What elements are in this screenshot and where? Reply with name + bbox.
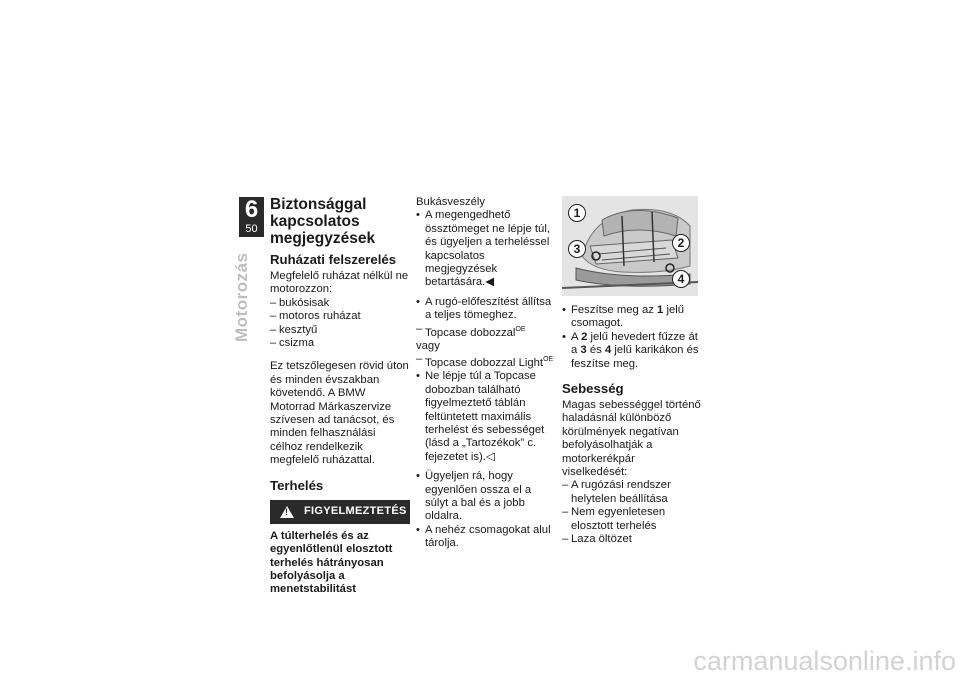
list-item: – csizma — [270, 337, 315, 350]
warning-banner — [270, 500, 410, 524]
list-item: • A megengedhető össztömeget ne lépje túl, és ügyeljen a terheléssel kapcsolatos megjegyzések betartására.◀ — [416, 209, 550, 289]
column-1 — [270, 196, 410, 597]
callout-2: 2 — [672, 234, 690, 252]
column-2 — [416, 196, 554, 551]
warning-text: A túlterhelés és az egyenlőtlenül elosztott terhelés hátrányosan befolyásolja a menetstabilitást — [270, 529, 393, 596]
callout-4: 4 — [672, 270, 690, 288]
section-title: Biztonsággal kapcsolatos megjegyzések — [270, 196, 376, 247]
callout-3: 3 — [568, 240, 586, 258]
danger-label: Bukásveszély — [416, 196, 486, 208]
list-item: – motoros ruházat — [270, 310, 361, 323]
list-item: • Ügyeljen rá, hogy egyenlően ossza el a súlyt a bal és a jobb oldalra. — [416, 470, 532, 523]
end-mark-icon: ◀ — [485, 276, 494, 289]
watermark: carmanualsonline.info — [693, 646, 956, 676]
list-item: – A rugózási rendszer helytelen beállítása — [562, 479, 671, 505]
clothing-paragraph: Ez tetszőlegesen rövid úton és minden évszakban követendő. A BMW Motorrad Márkaszervize szívesen ad tanácsot, és minden felhasználási célhoz rendelkezik megfelelő ruházattal. — [270, 360, 409, 467]
callout-1: 1 — [568, 204, 586, 222]
list-item: • Ne lépje túl a Topcase dobozban található figyelmeztető táblán feltüntetett maximális terhelést és sebességet (lásd a „Tartozékok” c. fejezetet is).◁ — [416, 370, 545, 463]
column-3 — [562, 196, 702, 547]
list-item: – Topcase dobozzal$^{OE}$ — [416, 322, 526, 339]
warning-triangle-icon — [280, 506, 294, 518]
list-item: • A 2 jelű hevedert fűzze át a 3 és 4 jelű karikákon és feszítse meg. — [562, 330, 699, 370]
luggage-strap-figure — [562, 196, 698, 296]
list-item: – Nem egyenletesen elosztott terhelés — [562, 506, 666, 532]
heading-speed: Sebesség — [562, 381, 624, 397]
heading-clothing: Ruházati felszerelés — [270, 252, 397, 267]
list-item: – Topcase dobozzal Light$^{OE}$ — [416, 353, 554, 369]
chapter-side-label: Motorozás — [232, 252, 251, 342]
chapter-number: 6 — [244, 196, 259, 223]
page-number: 50 — [245, 223, 258, 235]
list-item: • A nehéz csomagokat alul tárolja. — [416, 523, 551, 550]
list-item: • Feszítse meg az 1 jelű csomagot. — [562, 304, 685, 330]
list-item: • A rugó-előfeszítést állítsa a teljes tömeghez. — [416, 295, 552, 322]
list-item: – bukósisak — [270, 296, 330, 309]
chapter-tab — [239, 197, 264, 237]
heading-load: Terhelés — [270, 477, 324, 493]
list-item: – Laza öltözet — [562, 533, 632, 546]
clothing-list — [270, 297, 410, 351]
list-item: – kesztyű — [270, 323, 318, 336]
speed-paragraph: Magas sebességgel történő haladásnál különböző körülmények negatívan befolyásolhatják a motorkerékpár viselkedését: — [562, 399, 701, 479]
warning-label: FIGYELMEZTETÉS — [304, 504, 407, 517]
oe-mark: OE — [543, 356, 554, 364]
oe-mark: OE — [515, 325, 526, 333]
clothing-intro: Megfelelő ruházat nélkül ne motorozzon: — [270, 270, 409, 296]
or-text: vagy — [416, 339, 440, 352]
end-mark-icon: ◁ — [485, 450, 495, 463]
